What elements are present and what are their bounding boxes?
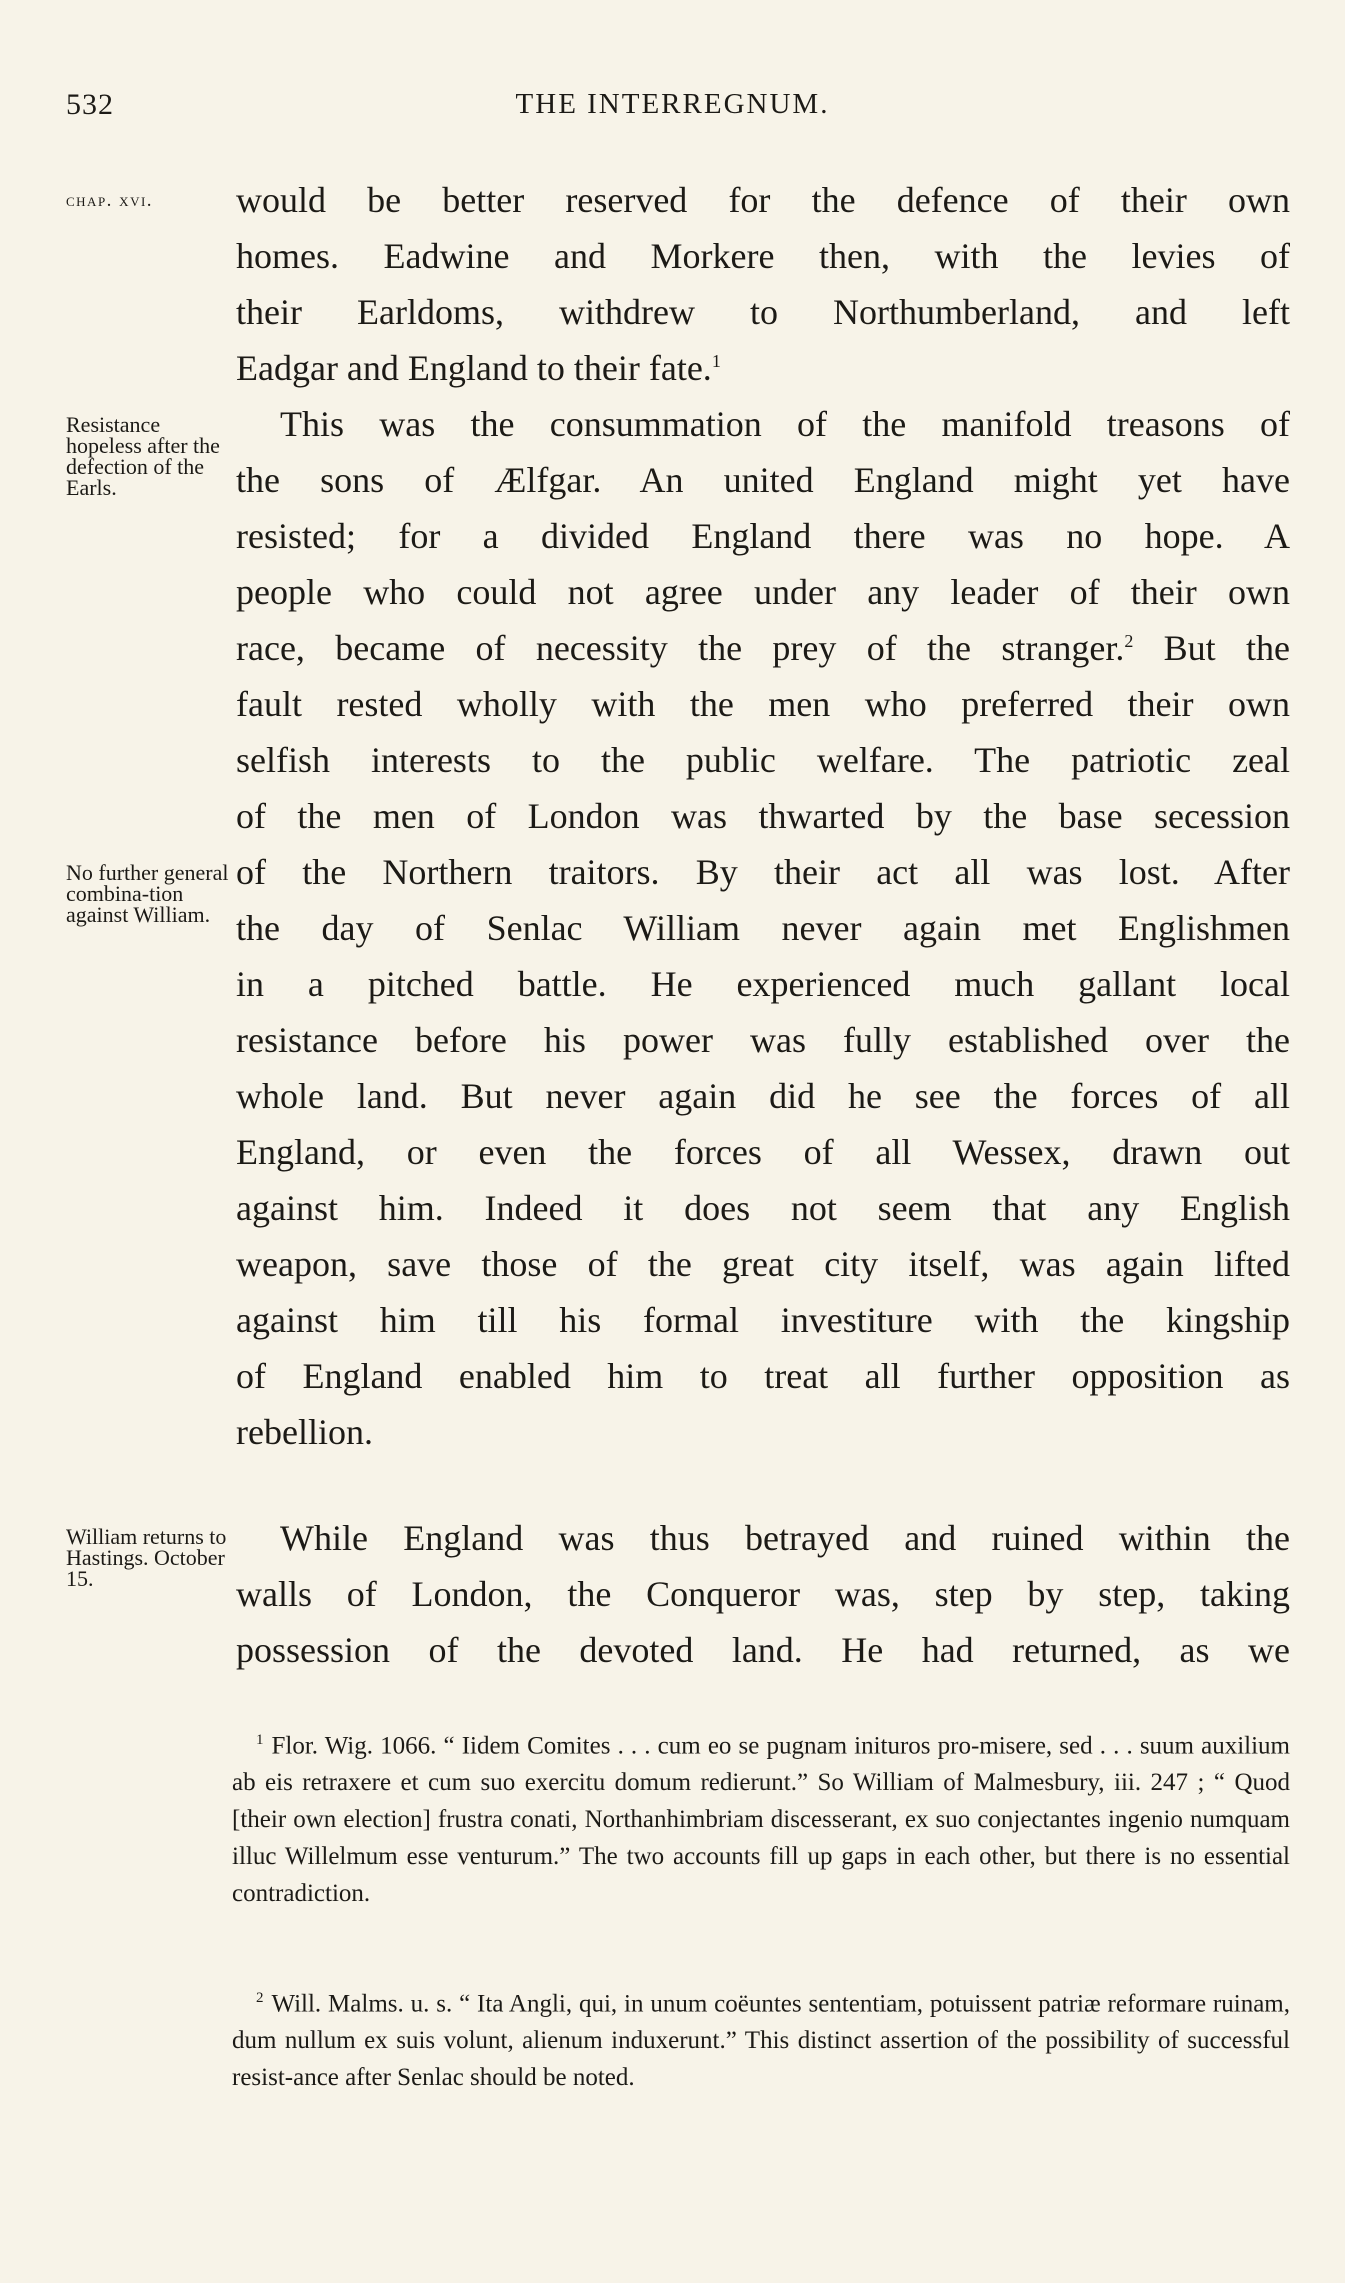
text-line: of England enabled him to treat all further opposition as xyxy=(236,1356,1290,1396)
footnote-ref: 2 xyxy=(1124,631,1134,651)
text-line: walls of London, the Conqueror was, step by step, taking xyxy=(236,1574,1290,1614)
footnote-1 xyxy=(232,1722,1290,1912)
text-line: selfish interests to the public welfare. The patriotic zeal xyxy=(236,740,1290,780)
footnote-ref: 1 xyxy=(711,351,721,371)
footnote-text: Will. Malms. u. s. “ Ita Angli, qui, in unum coëuntes sententiam, potuissent patriæ reformare ruinam, dum nullum ex suis volunt, alienum induxerunt.” This distinct assertion of the possibility of successful resist-ance after Senlac should be noted. xyxy=(232,1990,1290,2092)
text-line: race, became of necessity the prey of the stranger.$^2$ But the xyxy=(236,628,1290,668)
chapter-label: chap. xvi. xyxy=(66,190,154,211)
sidenote-no-further-combination: No further general combina-tion against William. xyxy=(66,860,229,927)
text-line: possession of the devoted land. He had returned, as we xyxy=(236,1630,1290,1670)
footnote-marker: 1 xyxy=(256,1732,264,1748)
text-line: the day of Senlac William never again met Englishmen xyxy=(236,908,1290,948)
text-line: their Earldoms, withdrew to Northumberland, and left xyxy=(236,292,1290,332)
text-line: homes. Eadwine and Morkere then, with the levies of xyxy=(236,236,1290,276)
page-number: 532 xyxy=(66,88,114,121)
text-line: Eadgar and England to their fate.$^1$ xyxy=(236,348,721,388)
text-line: against him. Indeed it does not seem that any English xyxy=(236,1188,1290,1228)
sidenote-william-returns: William returns to Hastings. October 15. xyxy=(66,1524,227,1591)
footnote-text: Flor. Wig. 1066. “ Iidem Comites . . . cum eo se pugnam inituros pro-misere, sed . . . suum auxilium ab eis retraxere et cum suo exercitu domum redierunt.” So William of Malmesbury, iii. 247 ; “ Quod [their own election] frustra conati, Northanhimbriam discesserant, ex suo conjectantes ingenio numquam illuc Willelmum esse venturum.” The two accounts fill up gaps in each other, but there is no essential contradiction. xyxy=(232,1732,1290,1908)
running-title: THE INTERREGNUM. xyxy=(515,88,830,120)
text-line: resisted; for a divided England there was no hope. A xyxy=(236,516,1290,556)
text-line: against him till his formal investiture with the kingship xyxy=(236,1300,1290,1340)
footnote-2 xyxy=(232,1980,1290,2096)
text-line: While England was thus betrayed and ruined within the xyxy=(280,1518,1290,1558)
text-line: England, or even the forces of all Wessex, drawn out xyxy=(236,1132,1290,1172)
text-line: weapon, save those of the great city itself, was again lifted xyxy=(236,1244,1290,1284)
text-line: resistance before his power was fully established over the xyxy=(236,1020,1290,1060)
text-line: This was the consummation of the manifold treasons of xyxy=(280,404,1290,444)
text-line: rebellion. xyxy=(236,1412,373,1452)
text-line: of the men of London was thwarted by the base secession xyxy=(236,796,1290,836)
text-line: people who could not agree under any leader of their own xyxy=(236,572,1290,612)
text-line: would be better reserved for the defence of their own xyxy=(236,180,1290,220)
text-line: the sons of Ælfgar. An united England might yet have xyxy=(236,460,1290,500)
footnote-marker: 2 xyxy=(256,1990,264,2006)
text-line: of the Northern traitors. By their act all was lost. After xyxy=(236,852,1290,892)
text-line: whole land. But never again did he see the forces of all xyxy=(236,1076,1290,1116)
text-line: in a pitched battle. He experienced much gallant local xyxy=(236,964,1290,1004)
sidenote-resistance-hopeless: Resistance hopeless after the defection of the Earls. xyxy=(66,412,220,500)
text-line: fault rested wholly with the men who preferred their own xyxy=(236,684,1290,724)
